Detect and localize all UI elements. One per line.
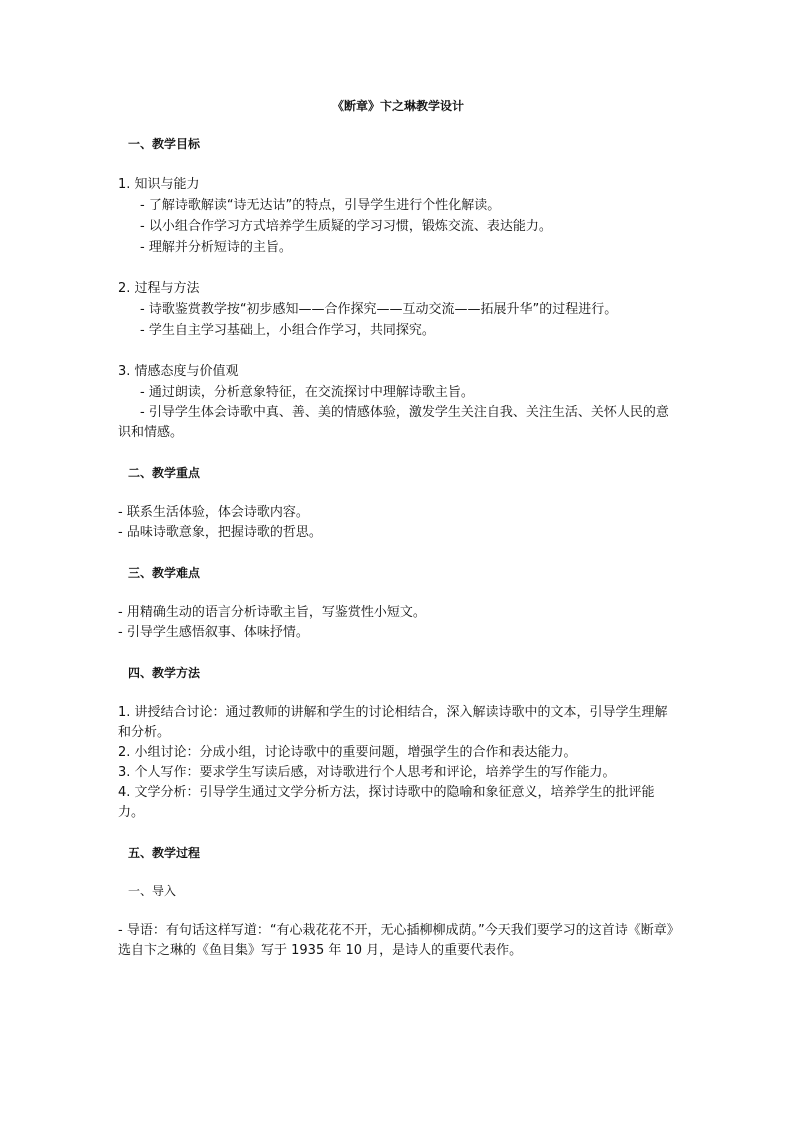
objective-group-process bbox=[118, 278, 678, 341]
list-item: - 理解并分析短诗的主旨。 bbox=[140, 240, 292, 255]
list-item: 4. 文学分析：引导学生通过文学分析方法，探讨诗歌中的隐喻和象征意义，培养学生的批评能力。 bbox=[118, 785, 655, 820]
section-heading-objectives: 一、教学目标 bbox=[128, 137, 201, 151]
intro-paragraph: - 导语：有句话这样写道：“有心栽花花不开，无心插柳柳成荫。”今天我们要学习的这首诗《断章》选自卞之琳的《鱼目集》写于 1935 年 10 月，是诗人的重要代表作。 bbox=[118, 923, 674, 958]
objective-label: 3. 情感态度与价值观 bbox=[118, 364, 239, 379]
section-heading-key-points: 二、教学重点 bbox=[128, 466, 201, 480]
list-item: - 引导学生感悟叙事、体味抒情。 bbox=[118, 625, 309, 640]
methods-list bbox=[118, 703, 678, 823]
list-item: 2. 小组讨论：分成小组，讨论诗歌中的重要问题，增强学生的合作和表达能力。 bbox=[118, 745, 577, 760]
section-heading-difficulties: 三、教学难点 bbox=[128, 566, 201, 580]
difficulties-list bbox=[118, 603, 678, 643]
sub-heading-intro: 一、导入 bbox=[128, 884, 177, 898]
list-item: - 了解诗歌解读“诗无达诂”的特点，引导学生进行个性化解读。 bbox=[140, 198, 501, 213]
list-item: - 诗歌鉴赏教学按“初步感知——合作探究——互动交流——拓展升华”的过程进行。 bbox=[140, 302, 618, 317]
list-item: - 联系生活体验，体会诗歌内容。 bbox=[118, 505, 309, 520]
section-heading-methods: 四、教学方法 bbox=[128, 666, 201, 680]
list-item: - 通过朗读，分析意象特征，在交流探讨中理解诗歌主旨。 bbox=[140, 385, 474, 400]
objective-label: 1. 知识与能力 bbox=[118, 177, 200, 192]
key-points-list bbox=[118, 503, 678, 543]
objective-group-knowledge bbox=[118, 174, 678, 258]
objective-group-values bbox=[118, 361, 678, 443]
list-item: - 品味诗歌意象，把握诗歌的哲思。 bbox=[118, 525, 322, 540]
list-item: - 以小组合作学习方式培养学生质疑的学习习惯，锻炼交流、表达能力。 bbox=[140, 219, 552, 234]
document-title: 《断章》卞之琳教学设计 bbox=[331, 99, 464, 113]
document-content bbox=[118, 98, 678, 961]
list-item: - 引导学生体会诗歌中真、善、美的情感体验，激发学生关注自我、关注生活、关怀人民的意识和情感。 bbox=[118, 405, 669, 440]
section-heading-process: 五、教学过程 bbox=[128, 846, 201, 860]
list-item: - 学生自主学习基础上，小组合作学习，共同探究。 bbox=[140, 323, 435, 338]
list-item: 1. 讲授结合讨论：通过教师的讲解和学生的讨论相结合，深入解读诗歌中的文本，引导学生理解和分析。 bbox=[118, 705, 668, 740]
list-item: - 用精确生动的语言分析诗歌主旨，写鉴赏性小短文。 bbox=[118, 605, 426, 620]
objective-label: 2. 过程与方法 bbox=[118, 281, 200, 296]
list-item: 3. 个人写作：要求学生写读后感，对诗歌进行个人思考和评论，培养学生的写作能力。 bbox=[118, 765, 616, 780]
